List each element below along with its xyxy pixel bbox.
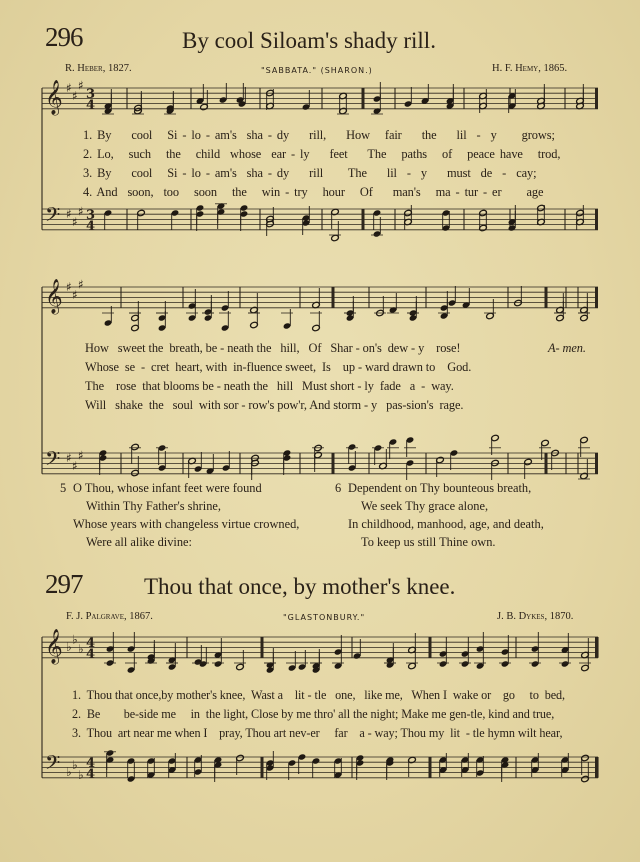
author-credit: R. Heber, 1827. xyxy=(65,63,132,74)
sharp-icon: ♯ xyxy=(66,280,72,294)
bass-clef-icon: 𝄢 xyxy=(45,751,61,779)
flat-icon: ♭ xyxy=(78,768,84,782)
stanza-number: 6 xyxy=(335,481,342,495)
treble-clef-icon: 𝄞 xyxy=(45,629,63,664)
composer-credit: J. B. Dykes, 1870. xyxy=(497,611,574,622)
sharp-icon: ♯ xyxy=(66,451,72,465)
composer-credit: H. F. Hemy, 1865. xyxy=(492,63,568,74)
time-signature: 4 xyxy=(86,636,96,651)
time-signature: 4 xyxy=(86,647,96,662)
treble-clef-icon: 𝄞 xyxy=(45,279,63,314)
verse-line: 1. Thou that once,by mother's knee, Wast a lit - tle one, like me, When I wake or go to bed, xyxy=(72,688,565,702)
bass-clef-icon: 𝄢 xyxy=(45,203,61,231)
flat-icon: ♭ xyxy=(72,632,78,647)
stanza-line: Whose years with changeless virtue crowned, xyxy=(73,517,300,531)
sharp-icon: ♯ xyxy=(78,78,84,93)
sharp-icon: ♯ xyxy=(72,88,78,103)
flat-icon: ♭ xyxy=(66,765,72,779)
verse-line: Whose se - cret heart, with in-fluence sweet, Is up - ward drawn to God. xyxy=(85,360,472,374)
sharp-icon: ♯ xyxy=(66,207,72,221)
verse-line: Will shake the soul with sor - row's pow'r, And storm - y pas-sion's rage. xyxy=(85,398,464,412)
author-credit: F. J. Palgrave, 1867. xyxy=(66,611,153,622)
stanza-line: In childhood, manhood, age, and death, xyxy=(348,517,544,531)
stanza-line: Within Thy Father's shrine, xyxy=(86,499,222,513)
verse-line: 2. Be be-side me in the light, Close by me thro' all the night; Make me gen-tle, kind and true, xyxy=(72,707,555,721)
amen: A- men. xyxy=(548,341,586,355)
verse-line: 1. By cool Si - lo - am's sha - dy rill, How fair the lil - y grows; xyxy=(83,128,555,142)
sharp-icon: ♯ xyxy=(72,215,78,229)
flat-icon: ♭ xyxy=(78,642,84,656)
time-signature: 4 xyxy=(86,756,96,771)
sharp-icon: ♯ xyxy=(78,204,84,219)
hymn-number: 296 xyxy=(45,22,83,52)
stanza-line: To keep us still Thine own. xyxy=(361,535,496,549)
flat-icon: ♭ xyxy=(72,757,78,772)
verse-line: How sweet the breath, be - neath the hill, Of Shar - on's dew - y rose! xyxy=(85,341,461,355)
stanza-line: Dependent on Thy bounteous breath, xyxy=(348,481,532,495)
verse-line: 2. Lo, such the child whose ear - ly feet The paths of peace have trod, xyxy=(83,147,561,161)
time-signature: 4 xyxy=(86,219,96,234)
sharp-icon: ♯ xyxy=(72,459,78,473)
tune-name: "SABBATA." (SHARON.) xyxy=(261,66,373,75)
stanza-line: O Thou, whose infant feet were found xyxy=(73,481,262,495)
sharp-icon: ♯ xyxy=(78,448,84,463)
time-signature: 4 xyxy=(86,767,96,782)
flat-icon: ♭ xyxy=(66,640,72,654)
stanza-number: 5 xyxy=(60,481,67,495)
hymn-title: By cool Siloam's shady rill. xyxy=(182,28,436,53)
verse-line: 3. By cool Si - lo - am's sha - dy rill The lil - y must de - cay; xyxy=(83,166,537,180)
sharp-icon: ♯ xyxy=(78,277,84,292)
tune-name: "GLASTONBURY." xyxy=(283,613,366,622)
hymn-title: Thou that once, by mother's knee. xyxy=(144,574,456,599)
verse-line: The rose that blooms be - neath the hill Must short - ly fade a - way. xyxy=(85,379,454,393)
sharp-icon: ♯ xyxy=(72,287,78,302)
sharp-icon: ♯ xyxy=(66,81,72,95)
hymn-number: 297 xyxy=(45,569,83,599)
verse-line: 4. And soon, too soon the win - try hour Of man's ma - tur - er age xyxy=(83,185,544,199)
time-signature: 3 xyxy=(86,87,96,102)
time-signature: 3 xyxy=(86,208,96,223)
staff-system xyxy=(42,629,598,783)
bass-clef-icon: 𝄢 xyxy=(45,447,61,475)
treble-clef-icon: 𝄞 xyxy=(45,80,63,115)
time-signature: 4 xyxy=(86,98,96,113)
stanza-line: Were all alike divine: xyxy=(86,535,192,549)
stanza-line: We seek Thy grace alone, xyxy=(361,499,489,513)
verse-line: 3. Thou art near me when I pray, Thou art nev-er far a - way; Thou my lit - tle hymn wilt hear, xyxy=(72,726,563,740)
